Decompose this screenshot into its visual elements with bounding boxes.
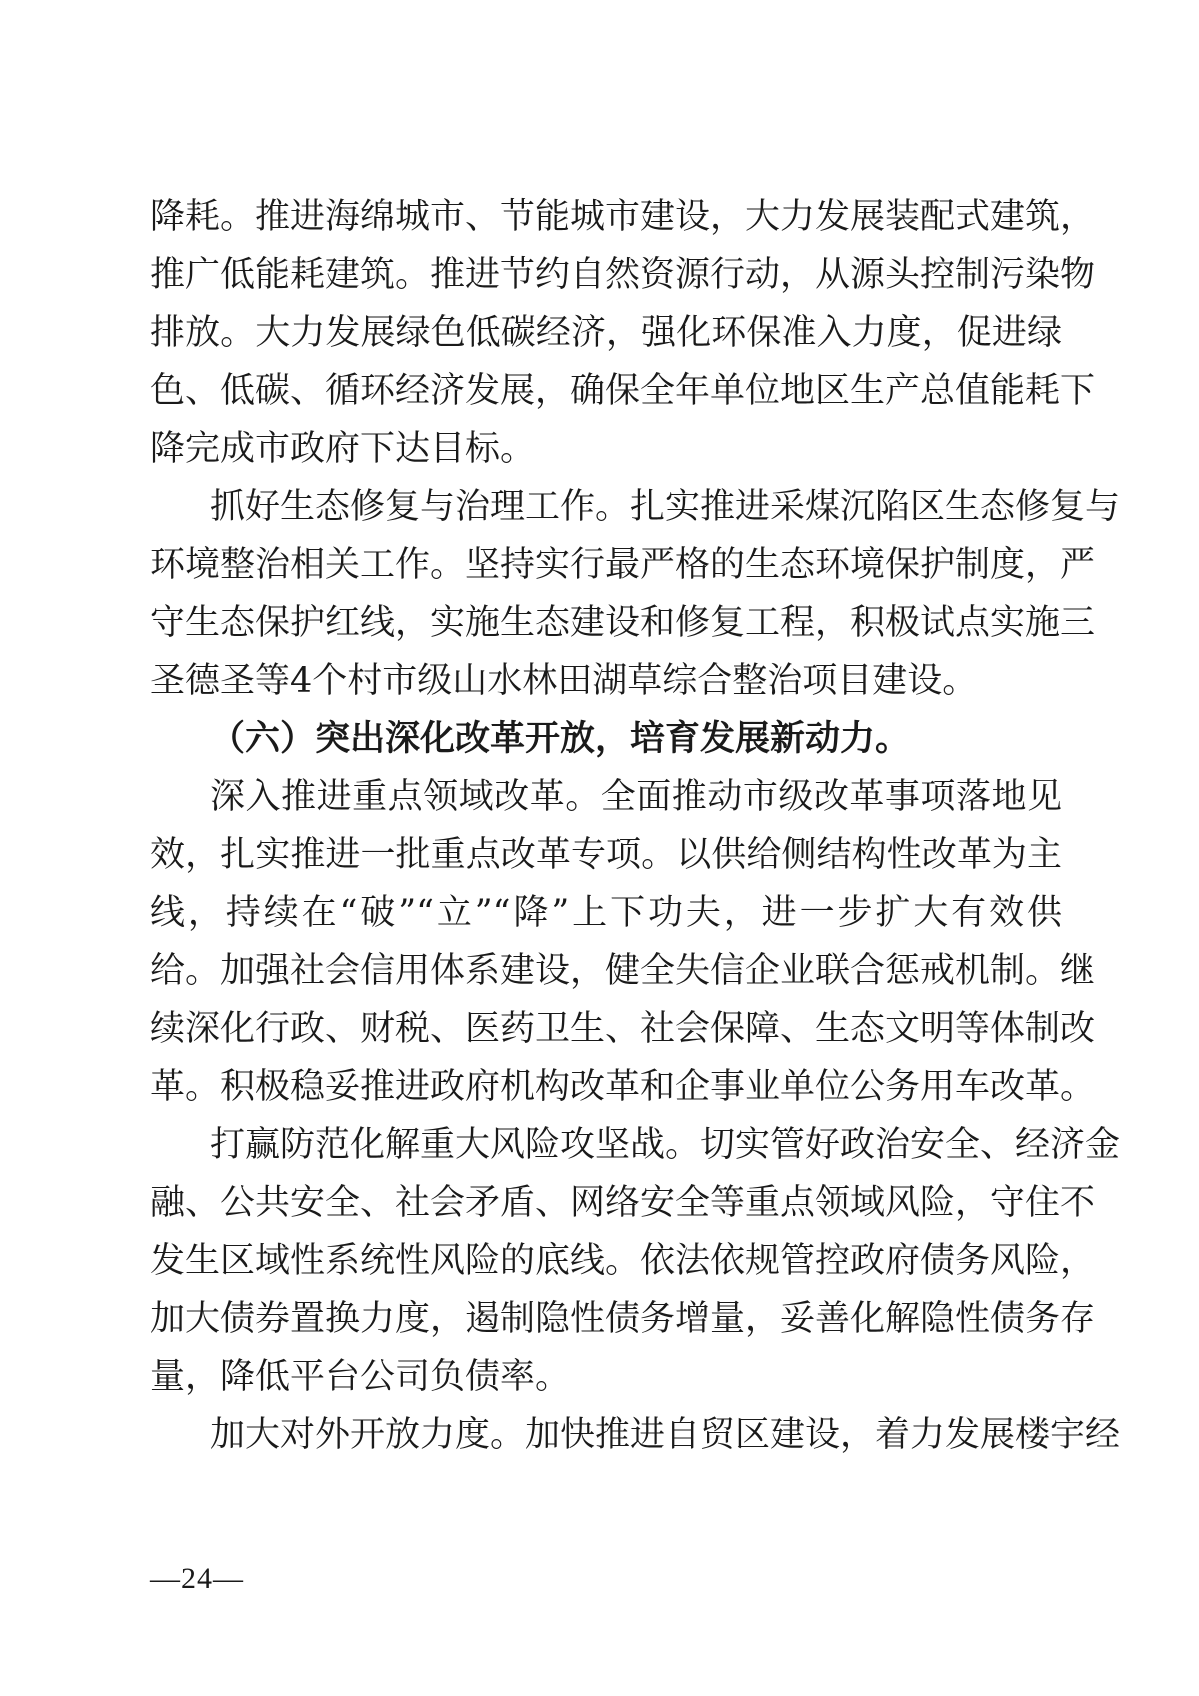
- document-body: [150, 188, 1121, 1464]
- text-line: 环境整治相关工作。坚持实行最严格的生态环境保护制度，严: [150, 545, 1096, 585]
- text-line: 量，降低平台公司负债率。: [150, 1357, 571, 1397]
- text-line: 色、低碳、循环经济发展，确保全年单位地区生产总值能耗下: [150, 371, 1096, 411]
- text-line: 革。积极稳妥推进政府机构改革和企事业单位公务用车改革。: [150, 1067, 1096, 1107]
- text-line: 效，扎实推进一批重点改革专项。以供给侧结构性改革为主: [150, 835, 1062, 875]
- text-line: 打赢防范化解重大风险攻坚战。切实管好政治安全、经济金: [210, 1125, 1121, 1165]
- text-line: 抓好生态修复与治理工作。扎实推进采煤沉陷区生态修复与: [210, 487, 1121, 527]
- text-line: 降耗。推进海绵城市、节能城市建设，大力发展装配式建筑，: [150, 197, 1096, 237]
- text-line: 推广低能耗建筑。推进节约自然资源行动，从源头控制污染物: [150, 255, 1096, 295]
- page-number: —24—: [150, 1562, 244, 1595]
- text-line: 加大对外开放力度。加快推进自贸区建设，着力发展楼宇经: [210, 1415, 1121, 1455]
- text-line: 降完成市政府下达目标。: [150, 429, 536, 469]
- text-line: 深入推进重点领域改革。全面推动市级改革事项落地见: [210, 777, 1062, 817]
- text-line: 给。加强社会信用体系建设，健全失信企业联合惩戒机制。继: [150, 951, 1096, 991]
- section-heading: （六）突出深化改革开放，培育发展新动力。: [210, 718, 911, 759]
- text-line: 线，持续在“破”“立”“降”上下功夫，进一步扩大有效供: [150, 893, 1062, 933]
- text-line: 发生区域性系统性风险的底线。依法依规管控政府债务风险，: [150, 1241, 1096, 1281]
- text-line: 守生态保护红线，实施生态建设和修复工程，积极试点实施三: [150, 603, 1096, 643]
- text-line: 圣德圣等4个村市级山水林田湖草综合整治项目建设。: [150, 661, 978, 701]
- text-line: 排放。大力发展绿色低碳经济，强化环保准入力度，促进绿: [150, 313, 1062, 353]
- text-line: 续深化行政、财税、医药卫生、社会保障、生态文明等体制改: [150, 1009, 1096, 1049]
- text-line: 加大债券置换力度，遏制隐性债务增量，妥善化解隐性债务存: [150, 1299, 1096, 1339]
- text-line: 融、公共安全、社会矛盾、网络安全等重点领域风险，守住不: [150, 1183, 1096, 1223]
